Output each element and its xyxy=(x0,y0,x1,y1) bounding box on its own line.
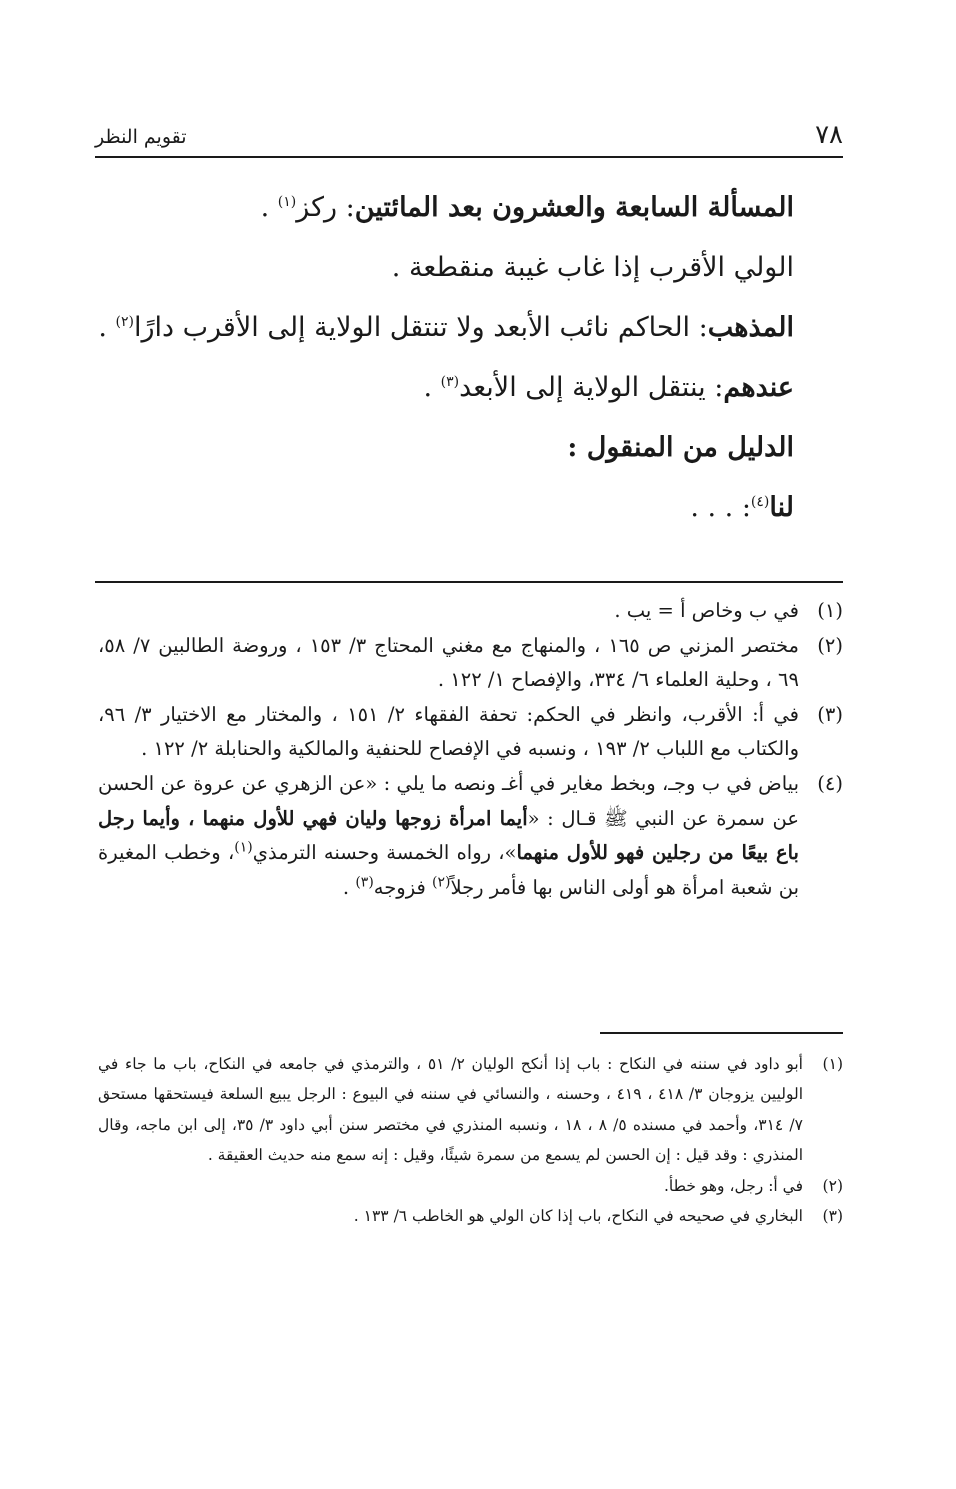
footnote-text-part: ، وخطب المغيرة بن شعبة امرأة هو أولى الناس بها فأمر رجلاً xyxy=(98,841,799,899)
footnote-ref: (٢) xyxy=(115,314,134,330)
subnote-text: في أ: رجل، وهو خطأ. xyxy=(664,1176,803,1195)
footnote-text-part: فزوجه xyxy=(373,875,433,899)
madhhab-text: : الحاكم نائب الأبعد ولا تنتقل الولاية إلى الأقرب دارًا xyxy=(133,312,708,343)
indahum-text: : ينتقل الولاية إلى الأبعد xyxy=(459,372,724,403)
subnote-2 xyxy=(98,1171,843,1201)
lana-label: لنا xyxy=(769,492,794,523)
indahum-label: عندهم xyxy=(723,372,794,403)
hadith-text: أيما امرأة زوجها وليان فهي للأول منهما ، وأيما رجل باع بيعًا من رجلين فهو للأول منهما xyxy=(98,806,799,865)
footnote-2 xyxy=(98,629,843,698)
lana-line xyxy=(94,478,794,538)
subnote-text: البخاري في صحيحه في النكاح، باب إذا كان الولي هو الخاطب ٦/ ١٣٣ . xyxy=(353,1207,803,1226)
footnote-ref: (٣) xyxy=(355,874,374,891)
footnote-3 xyxy=(98,698,843,767)
footnote-ref: (١) xyxy=(277,194,297,210)
footnote-ref: (٢) xyxy=(432,874,451,891)
footnote-text: في أ: الأقرب، وانظر في الحكم: تحفة الفقهاء ٢/ ١٥١ ، والمختار مع الاختيار ٣/ ٩٦، والكتاب مع اللباب ٢/ ١٩٣ ، ونسبه في الإفصاح للحنفية والمالكية والحنابلة ٢/ ١٢٢ . xyxy=(98,702,799,761)
issue-title: المسألة السابعة والعشرون بعد المائتين xyxy=(354,192,794,223)
footnote-ref: (٤) xyxy=(750,494,770,510)
page-number: ٧٨ xyxy=(815,120,843,150)
issue-heading xyxy=(94,178,794,238)
madhhab-line xyxy=(94,298,794,358)
footnote-divider xyxy=(95,581,843,583)
subnote-number: (٢) xyxy=(822,1176,843,1195)
book-title: تقويم النظر xyxy=(95,126,187,148)
footnote-4 xyxy=(98,767,843,905)
footnote-ref: (٣) xyxy=(440,374,460,390)
footnote-number: (٤) xyxy=(817,771,843,795)
madhhab-label: المذهب xyxy=(707,312,794,343)
subnote-3 xyxy=(98,1201,843,1231)
subnote-1 xyxy=(98,1049,843,1171)
footnote-text-part: . xyxy=(342,875,356,899)
subnote-text: أبو داود في سننه في النكاح : باب إذا أنكح الوليان ٢/ ٥١ ، والترمذي في جامعه في النكاح، باب ما جاء في الوليين يزوجان ٣/ ٤١٨ ، ٤١٩ ، وحسنه ، والنسائي في سننه في البيوع : الرجل يبيع السلعة فيستحقها مستحق ٧/ ٣١٤، وأحمد في مسنده ٥/ ٨ ، ١٨ ، ونسبه المنذري في مختصر سنن أبي داود ٣/ ٣٥، إلى ابن ماجه، وقال المنذري : وقد قيل : إن الحسن لم يسمع من سمرة شيئًا، وقيل : إنه سمع منه حديث العقيقة . xyxy=(98,1055,804,1165)
footnote-number: (٢) xyxy=(817,633,843,657)
indahum-line xyxy=(94,358,794,418)
line-end: . xyxy=(260,192,278,223)
footnote-text: في ب وخاص أ = يب . xyxy=(614,599,799,622)
footnote-1 xyxy=(98,594,843,629)
footnote-number: (٣) xyxy=(817,702,843,726)
subnotes xyxy=(98,1049,843,1231)
footnote-number: (١) xyxy=(817,599,843,622)
issue-statement: الولي الأقرب إذا غاب غيبة منقطعة . xyxy=(391,252,794,283)
line-end: . xyxy=(98,312,116,343)
footnote-text: مختصر المزني ص ١٦٥ ، والمنهاج مع مغني المحتاج ٣/ ١٥٣ ، وروضة الطالبين ٧/ ٥٨، ٦٩ ، وحلية العلماء ٦/ ٣٣٤، والإفصاح ١/ ١٢٢ . xyxy=(98,633,799,692)
footnotes xyxy=(98,594,843,905)
issue-code: : ركز xyxy=(296,192,355,223)
evidence-heading xyxy=(94,418,794,478)
line-end: . xyxy=(423,372,441,403)
running-header xyxy=(95,118,843,158)
evidence-title: الدليل من المنقول : xyxy=(567,432,794,463)
subnote-divider xyxy=(600,1032,843,1034)
footnote-text-part: بياض في ب وجـ، وبخط مغاير في أغـ ونصه ما يلي : «عن الزهري عن عروة عن الحسن عن سمرة عن النبي ﷺ قـال : « xyxy=(98,771,799,830)
main-text xyxy=(94,178,794,538)
subnote-number: (١) xyxy=(822,1055,843,1073)
footnote-text-part: »، رواه الخمسة وحسنه الترمذي xyxy=(252,841,517,865)
lana-text: : . . . xyxy=(690,492,751,523)
footnote-text xyxy=(98,767,799,905)
footnote-ref: (١) xyxy=(234,839,253,856)
subnote-number: (٣) xyxy=(822,1207,843,1226)
